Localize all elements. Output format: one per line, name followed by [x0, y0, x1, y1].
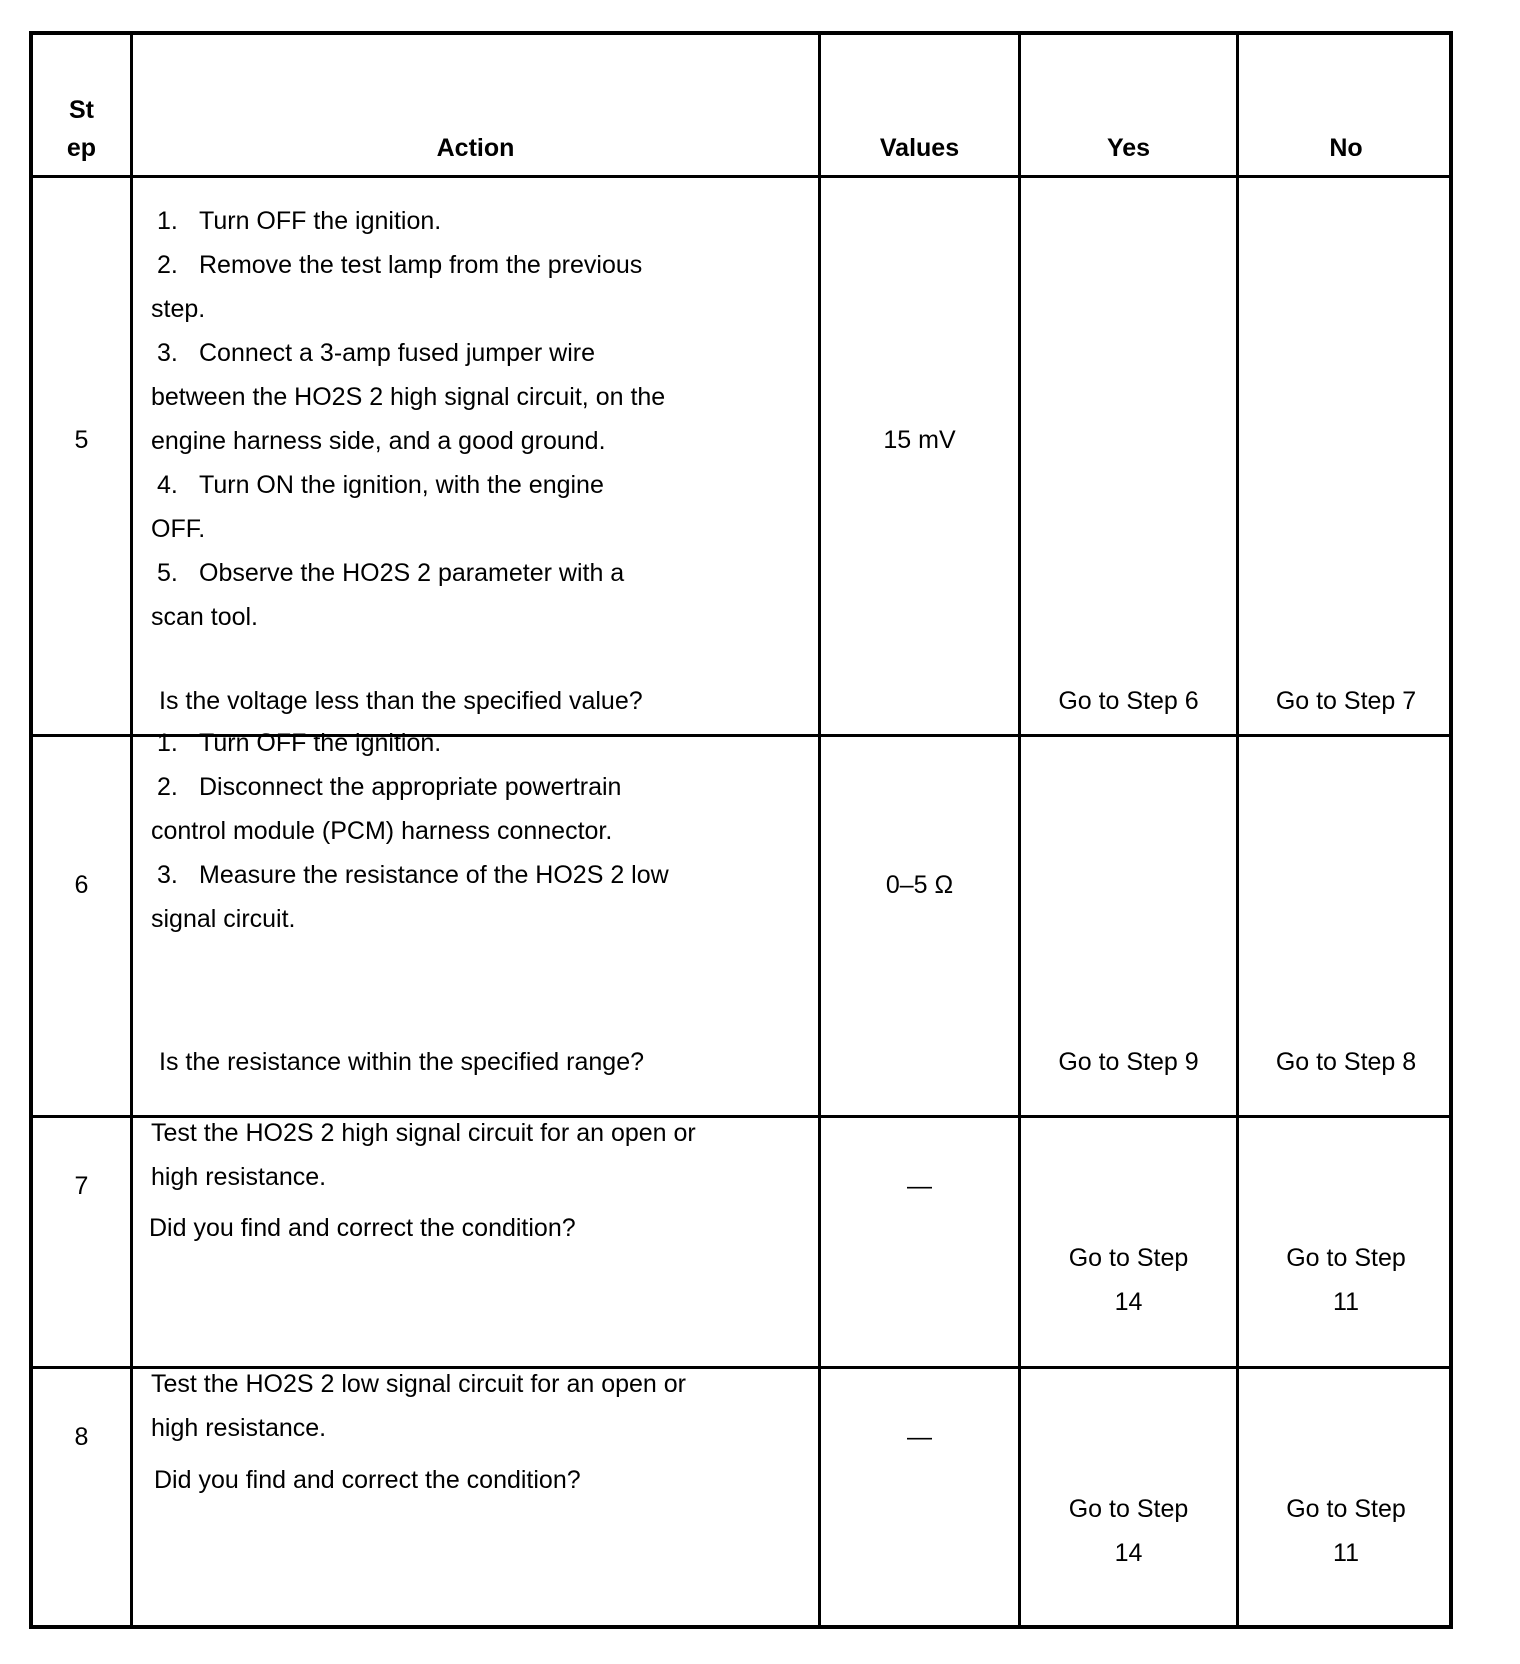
spec-value: —	[907, 1423, 932, 1451]
action-list	[151, 199, 811, 639]
action-line: Test the HO2S 2 high signal circuit for an open or	[151, 1119, 696, 1147]
action-list	[151, 721, 811, 941]
step-number: 8	[74, 1423, 89, 1451]
list-item	[151, 243, 811, 287]
item-number: 4.	[157, 471, 178, 499]
item-number: 1.	[157, 207, 178, 235]
item-number: 2.	[157, 773, 178, 801]
yes-result: Go to Step 9	[1058, 1048, 1199, 1076]
result-line: Go to Step	[1068, 1244, 1189, 1272]
action-line: high resistance.	[151, 1414, 327, 1442]
column-divider	[130, 35, 133, 1625]
item-text-continued: engine harness side, and a good ground.	[151, 427, 606, 455]
item-text: Measure the resistance of the HO2S 2 low	[199, 861, 669, 889]
item-number: 5.	[157, 559, 178, 587]
header-no: No	[1329, 134, 1363, 162]
row-divider	[33, 175, 1449, 178]
action-text	[151, 1111, 811, 1199]
item-text: Observe the HO2S 2 parameter with a	[199, 559, 625, 587]
item-text-continued: signal circuit.	[151, 905, 296, 933]
yes-result	[1021, 1487, 1236, 1575]
header-step-line: ep	[66, 134, 97, 162]
result-line: 11	[1333, 1539, 1359, 1567]
column-divider	[1236, 35, 1239, 1625]
no-result: Go to Step 8	[1275, 1048, 1417, 1076]
list-item	[151, 551, 811, 595]
list-item	[151, 765, 811, 809]
list-item	[151, 463, 811, 507]
header-yes: Yes	[1106, 134, 1151, 162]
yes-result: Go to Step 6	[1058, 687, 1199, 715]
result-line: 14	[1114, 1539, 1143, 1567]
header-action: Action	[436, 134, 515, 162]
step-number: 5	[74, 426, 89, 454]
action-line: Test the HO2S 2 low signal circuit for an open or	[151, 1370, 686, 1398]
item-number: 3.	[157, 861, 178, 889]
no-result	[1239, 1487, 1453, 1575]
column-divider	[1018, 35, 1021, 1625]
diagnostic-table	[29, 31, 1453, 1629]
spec-value: —	[907, 1172, 932, 1200]
step-number: 7	[74, 1172, 89, 1200]
list-item	[151, 199, 811, 243]
item-text: Turn OFF the ignition.	[199, 207, 442, 235]
result-line: Go to Step	[1286, 1495, 1406, 1523]
result-line: Go to Step	[1068, 1495, 1189, 1523]
action-question: Is the resistance within the specified range?	[159, 1048, 644, 1076]
item-text: Remove the test lamp from the previous	[199, 251, 643, 279]
item-text: Turn OFF the ignition.	[199, 729, 442, 757]
item-text-continued: scan tool.	[151, 603, 259, 631]
no-result: Go to Step 7	[1275, 687, 1417, 715]
action-question: Is the voltage less than the specified value?	[159, 687, 643, 715]
header-step-line: St	[69, 96, 94, 124]
result-line: Go to Step	[1286, 1244, 1406, 1272]
no-result	[1239, 1236, 1453, 1324]
header-values: Values	[879, 134, 960, 162]
header-step	[33, 91, 130, 167]
list-item	[151, 331, 811, 375]
item-number: 1.	[157, 729, 178, 757]
item-number: 3.	[157, 339, 178, 367]
spec-value: 15 mV	[883, 426, 956, 454]
spec-value: 0–5 Ω	[885, 871, 954, 899]
action-line: high resistance.	[151, 1163, 327, 1191]
result-line: 11	[1333, 1288, 1359, 1316]
list-item	[151, 721, 811, 765]
item-text: Connect a 3-amp fused jumper wire	[199, 339, 596, 367]
item-text-continued: OFF.	[151, 515, 206, 543]
item-number: 2.	[157, 251, 178, 279]
column-divider	[818, 35, 821, 1625]
result-line: 14	[1114, 1288, 1143, 1316]
item-text-continued: control module (PCM) harness connector.	[151, 817, 613, 845]
step-number: 6	[74, 871, 89, 899]
action-question: Did you find and correct the condition?	[154, 1466, 581, 1494]
item-text: Disconnect the appropriate powertrain	[199, 773, 622, 801]
item-text: Turn ON the ignition, with the engine	[199, 471, 604, 499]
action-question: Did you find and correct the condition?	[149, 1214, 576, 1242]
item-text-continued: between the HO2S 2 high signal circuit, on the	[151, 383, 666, 411]
action-text	[151, 1362, 811, 1450]
item-text-continued: step.	[151, 295, 206, 323]
yes-result	[1021, 1236, 1236, 1324]
list-item	[151, 853, 811, 897]
